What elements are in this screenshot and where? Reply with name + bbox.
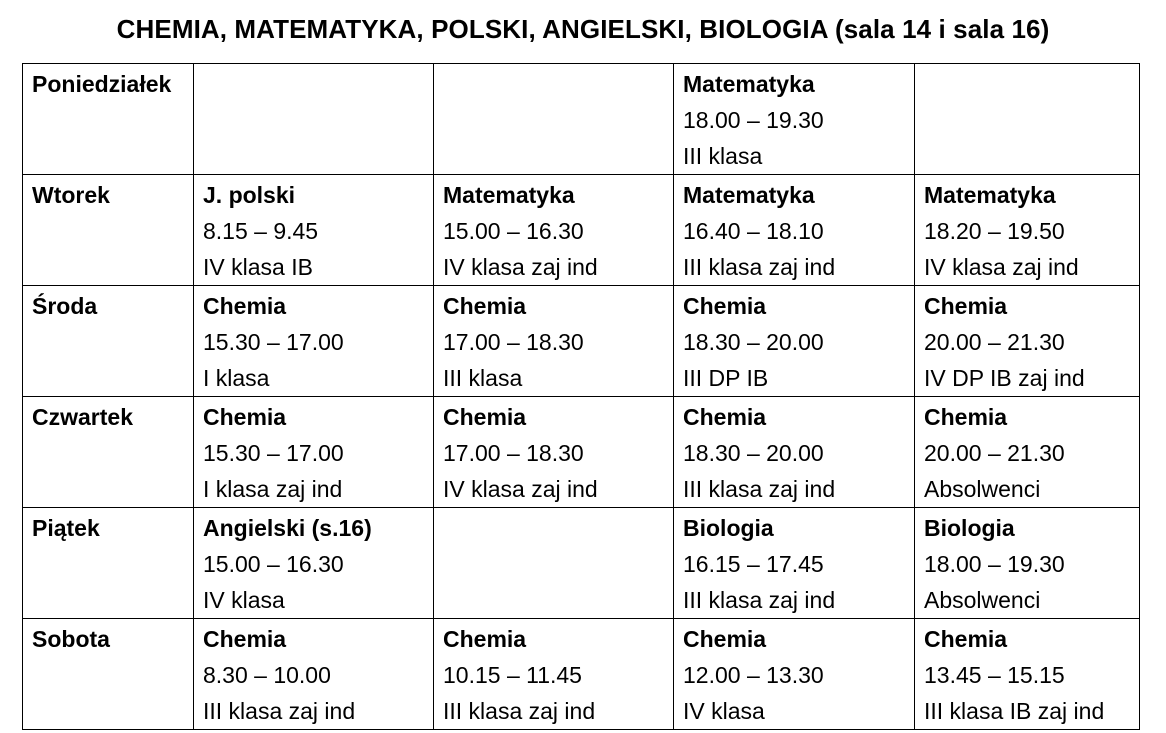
lesson-cell bbox=[674, 619, 915, 730]
lesson-subject: Chemia bbox=[203, 404, 287, 430]
day-label: Sobota bbox=[23, 619, 194, 730]
table-row bbox=[23, 286, 1140, 397]
table-row bbox=[23, 619, 1140, 730]
lesson-subject: Chemia bbox=[443, 626, 527, 652]
lesson-time: 8.30 – 10.00 bbox=[203, 662, 331, 688]
lesson-cell bbox=[674, 508, 915, 619]
lesson-subject: Chemia bbox=[203, 626, 287, 652]
table-row bbox=[23, 64, 1140, 175]
lesson-cell bbox=[194, 286, 434, 397]
lesson-subject: Chemia bbox=[443, 293, 527, 319]
lesson-time: 18.00 – 19.30 bbox=[924, 551, 1065, 577]
lesson-subject: Matematyka bbox=[924, 182, 1056, 208]
lesson-subject: J. polski bbox=[203, 182, 296, 208]
lesson-cell bbox=[674, 286, 915, 397]
lesson-cell bbox=[674, 64, 915, 175]
lesson-time: 15.00 – 16.30 bbox=[443, 218, 584, 244]
lesson-cell bbox=[915, 175, 1140, 286]
lesson-subject: Matematyka bbox=[443, 182, 575, 208]
lesson-group: III klasa zaj ind bbox=[683, 587, 836, 613]
lesson-group: III klasa IB zaj ind bbox=[924, 698, 1105, 724]
lesson-group: I klasa zaj ind bbox=[203, 476, 343, 502]
table-row bbox=[23, 175, 1140, 286]
day-label: Środa bbox=[23, 286, 194, 397]
lesson-subject: Matematyka bbox=[683, 182, 815, 208]
lesson-time: 8.15 – 9.45 bbox=[203, 218, 319, 244]
lesson-group: III klasa zaj ind bbox=[203, 698, 356, 724]
lesson-group: IV klasa bbox=[683, 698, 765, 724]
lesson-group: III klasa bbox=[443, 365, 523, 391]
lesson-cell bbox=[194, 397, 434, 508]
table-row bbox=[23, 397, 1140, 508]
lesson-group: IV klasa IB bbox=[203, 254, 313, 280]
lesson-subject: Chemia bbox=[443, 404, 527, 430]
lesson-cell bbox=[915, 508, 1140, 619]
lesson-time: 16.40 – 18.10 bbox=[683, 218, 824, 244]
lesson-cell bbox=[434, 619, 674, 730]
table-row bbox=[23, 508, 1140, 619]
lesson-cell bbox=[915, 619, 1140, 730]
lesson-group: IV klasa zaj ind bbox=[443, 254, 598, 280]
lesson-group: IV klasa bbox=[203, 587, 285, 613]
lesson-subject: Biologia bbox=[683, 515, 774, 541]
day-label: Piątek bbox=[23, 508, 194, 619]
lesson-time: 15.00 – 16.30 bbox=[203, 551, 344, 577]
lesson-subject: Biologia bbox=[924, 515, 1015, 541]
lesson-cell bbox=[194, 508, 434, 619]
lesson-time: 18.30 – 20.00 bbox=[683, 440, 824, 466]
page-title: CHEMIA, MATEMATYKA, POLSKI, ANGIELSKI, BIOLOGIA (sala 14 i sala 16) bbox=[116, 14, 1050, 44]
lesson-cell bbox=[194, 619, 434, 730]
lesson-subject: Chemia bbox=[203, 293, 287, 319]
lesson-subject: Chemia bbox=[683, 626, 767, 652]
lesson-time: 12.00 – 13.30 bbox=[683, 662, 824, 688]
lesson-time: 15.30 – 17.00 bbox=[203, 440, 344, 466]
lesson-group: III klasa zaj ind bbox=[683, 476, 836, 502]
empty-cell bbox=[194, 64, 434, 175]
lesson-time: 17.00 – 18.30 bbox=[443, 440, 584, 466]
empty-cell bbox=[434, 508, 674, 619]
lesson-cell bbox=[915, 397, 1140, 508]
lesson-group: IV DP IB zaj ind bbox=[924, 365, 1085, 391]
lesson-time: 15.30 – 17.00 bbox=[203, 329, 344, 355]
lesson-group: Absolwenci bbox=[924, 476, 1041, 502]
lesson-cell bbox=[674, 175, 915, 286]
lesson-subject: Chemia bbox=[683, 293, 767, 319]
lesson-group: Absolwenci bbox=[924, 587, 1041, 613]
lesson-group: III klasa zaj ind bbox=[443, 698, 596, 724]
lesson-time: 16.15 – 17.45 bbox=[683, 551, 824, 577]
lesson-subject: Angielski (s.16) bbox=[203, 515, 372, 541]
lesson-time: 20.00 – 21.30 bbox=[924, 329, 1065, 355]
lesson-time: 18.00 – 19.30 bbox=[683, 107, 824, 133]
lesson-subject: Chemia bbox=[924, 626, 1008, 652]
day-label: Wtorek bbox=[23, 175, 194, 286]
lesson-cell bbox=[434, 286, 674, 397]
lesson-subject: Chemia bbox=[683, 404, 767, 430]
lesson-group: III DP IB bbox=[683, 365, 769, 391]
lesson-cell bbox=[194, 175, 434, 286]
lesson-cell bbox=[915, 286, 1140, 397]
lesson-time: 18.30 – 20.00 bbox=[683, 329, 824, 355]
day-label: Czwartek bbox=[23, 397, 194, 508]
lesson-group: IV klasa zaj ind bbox=[443, 476, 598, 502]
lesson-cell bbox=[434, 175, 674, 286]
lesson-group: III klasa bbox=[683, 143, 763, 169]
lesson-group: IV klasa zaj ind bbox=[924, 254, 1079, 280]
lesson-cell bbox=[434, 397, 674, 508]
lesson-group: III klasa zaj ind bbox=[683, 254, 836, 280]
empty-cell bbox=[915, 64, 1140, 175]
lesson-subject: Chemia bbox=[924, 404, 1008, 430]
lesson-subject: Chemia bbox=[924, 293, 1008, 319]
lesson-time: 17.00 – 18.30 bbox=[443, 329, 584, 355]
lesson-group: I klasa bbox=[203, 365, 270, 391]
schedule-table bbox=[22, 63, 1140, 730]
lesson-time: 20.00 – 21.30 bbox=[924, 440, 1065, 466]
day-label: Poniedziałek bbox=[23, 64, 194, 175]
schedule-body bbox=[23, 64, 1140, 730]
lesson-cell bbox=[674, 397, 915, 508]
lesson-time: 18.20 – 19.50 bbox=[924, 218, 1065, 244]
lesson-subject: Matematyka bbox=[683, 71, 815, 97]
lesson-time: 10.15 – 11.45 bbox=[443, 662, 582, 688]
empty-cell bbox=[434, 64, 674, 175]
lesson-time: 13.45 – 15.15 bbox=[924, 662, 1065, 688]
